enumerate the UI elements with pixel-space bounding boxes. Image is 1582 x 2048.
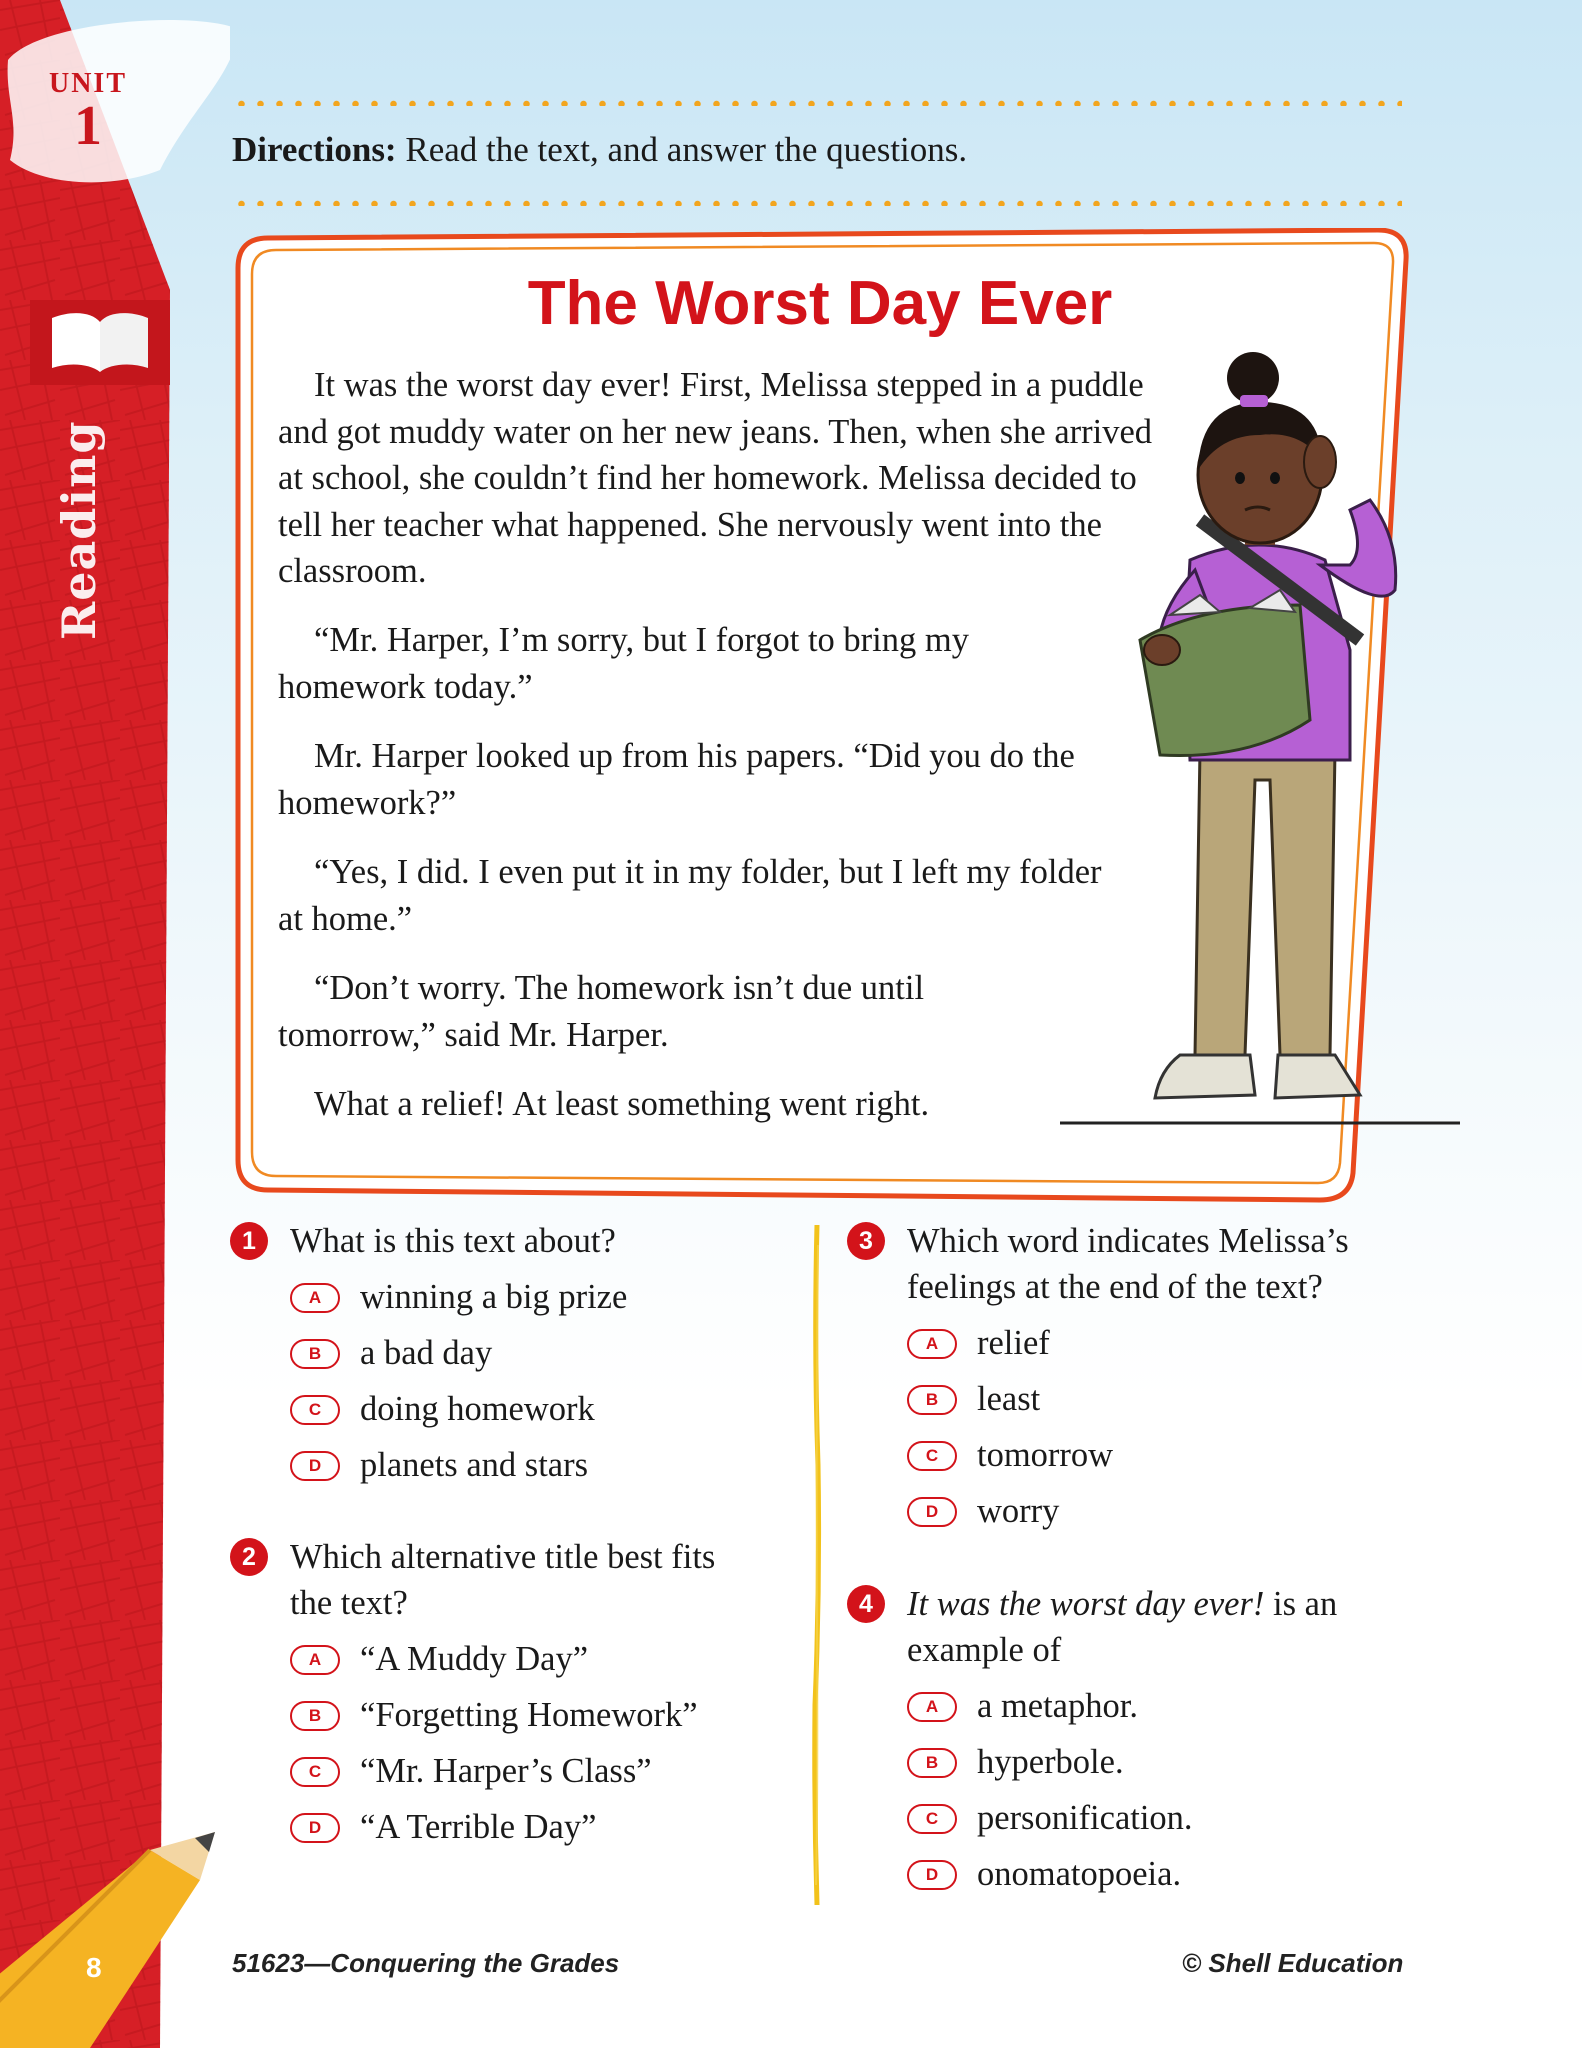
option-text: relief	[977, 1324, 1050, 1362]
story-paragraph-5: “Don’t worry. The homework isn’t due until tomorrow,” said Mr. Harper.	[278, 969, 925, 1054]
girl-illustration	[1050, 350, 1470, 1130]
footer-product-code: 51623—Conquering the Grades	[232, 1948, 620, 1978]
question-text-line-2: the text?	[290, 1584, 408, 1622]
option-text: tomorrow	[977, 1436, 1114, 1474]
answer-bubble[interactable]: D	[290, 1451, 340, 1481]
story-title: The Worst Day Ever	[527, 269, 1113, 338]
story-paragraph-6: What a relief! At least something went right.	[314, 1085, 930, 1123]
answer-bubble[interactable]: C	[907, 1804, 957, 1834]
option-text: hyperbole.	[977, 1743, 1124, 1781]
option-text: doing homework	[360, 1390, 595, 1428]
directions-text: Read the text, and answer the questions.	[405, 130, 968, 169]
page-number: 8	[86, 1952, 102, 1983]
directions-label: Directions:	[232, 130, 397, 169]
quoted-sentence: It was the worst day ever!	[907, 1585, 1265, 1623]
question-text-line-1: Which word indicates Melissa’s	[907, 1222, 1349, 1260]
dotted-divider-bottom	[232, 200, 1402, 206]
option-text: onomatopoeia.	[977, 1855, 1182, 1893]
option-text: a bad day	[360, 1334, 493, 1372]
answer-bubble[interactable]: A	[290, 1283, 340, 1313]
question-text-line-1	[907, 1581, 1337, 1627]
unit-badge	[28, 68, 148, 157]
question-text-line-2: example of	[907, 1631, 1062, 1669]
option-text: a metaphor.	[977, 1687, 1138, 1725]
answer-bubble[interactable]: B	[290, 1701, 340, 1731]
story-paragraph-3: Mr. Harper looked up from his papers. “Did you do the homework?”	[278, 737, 1075, 822]
sidebar	[0, 0, 230, 2048]
option-text: “Forgetting Homework”	[360, 1696, 698, 1734]
option-text: “A Terrible Day”	[360, 1808, 597, 1846]
option-text: “Mr. Harper’s Class”	[360, 1752, 652, 1790]
column-divider	[812, 1225, 822, 1905]
option-text: “A Muddy Day”	[360, 1640, 589, 1678]
answer-bubble[interactable]: C	[290, 1395, 340, 1425]
answer-bubble[interactable]: B	[907, 1748, 957, 1778]
sidebar-background	[0, 0, 230, 2048]
question-number: 2	[230, 1538, 268, 1576]
question-number: 1	[230, 1222, 268, 1260]
question-number: 3	[847, 1222, 885, 1260]
answer-bubble[interactable]: A	[290, 1645, 340, 1675]
answer-bubble[interactable]: C	[290, 1757, 340, 1787]
unit-label: UNIT	[48, 68, 127, 99]
question-number: 4	[847, 1585, 885, 1623]
option-text: worry	[977, 1492, 1060, 1530]
unit-number: 1	[74, 95, 102, 157]
footer-copyright: © Shell Education	[1182, 1948, 1404, 1978]
question-text-rest: is an	[1264, 1585, 1338, 1623]
option-text: planets and stars	[360, 1446, 589, 1484]
directions	[232, 130, 967, 170]
answer-bubble[interactable]: B	[907, 1385, 957, 1415]
option-text: least	[977, 1380, 1041, 1418]
answer-bubble[interactable]: B	[290, 1339, 340, 1369]
story-paragraph-2: “Mr. Harper, I’m sorry, but I forgot to bring my homework today.”	[278, 621, 969, 706]
story-paragraph-1: It was the worst day ever! First, Melissa stepped in a puddle and got muddy water on her new jeans. Then, when she arrived at school, she couldn’t find her homework. Melissa decided to tell her teacher what happened. She nervously went into the classroom.	[278, 366, 1153, 590]
option-text: personification.	[977, 1799, 1193, 1837]
question-text: What is this text about?	[290, 1222, 616, 1260]
story-paragraph-4: “Yes, I did. I even put it in my folder, but I left my folder at home.”	[278, 853, 1102, 938]
answer-bubble[interactable]: C	[907, 1441, 957, 1471]
answer-bubble[interactable]: A	[907, 1692, 957, 1722]
answer-bubble[interactable]: A	[907, 1329, 957, 1359]
book-icon	[30, 300, 170, 385]
answer-bubble[interactable]: D	[907, 1497, 957, 1527]
question-text-line-1: Which alternative title best fits	[290, 1538, 716, 1576]
option-text: winning a big prize	[360, 1278, 628, 1316]
question-text-line-2: feelings at the end of the text?	[907, 1268, 1323, 1306]
answer-bubble[interactable]: D	[907, 1860, 957, 1890]
subject-label: Reading	[52, 420, 106, 640]
dotted-divider-top	[232, 100, 1402, 106]
answer-bubble[interactable]: D	[290, 1813, 340, 1843]
